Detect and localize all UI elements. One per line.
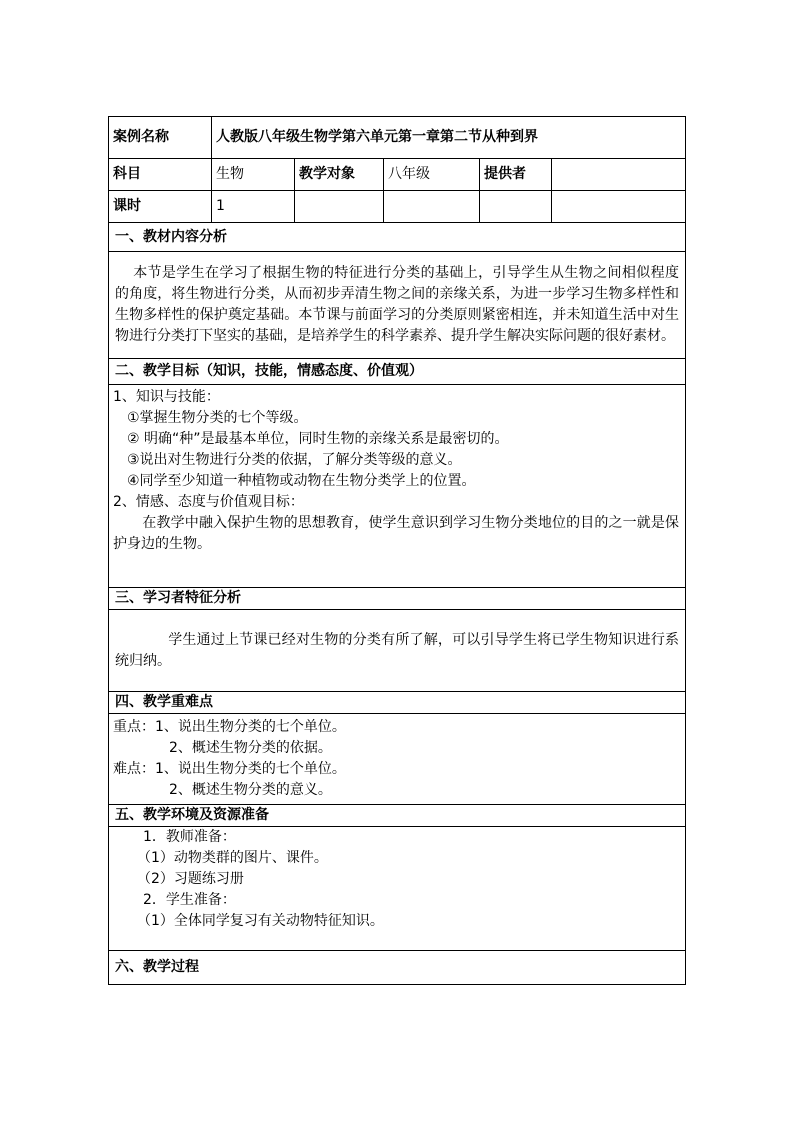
audience-value: 八年级 xyxy=(384,159,480,191)
section1-body-row xyxy=(109,252,686,359)
provider-value xyxy=(552,159,686,191)
emotion-goal-paragraph: 在教学中融入保护生物的思想教育，使学生意识到学习生物分类地位的目的之一就是保护身边的生物。 xyxy=(113,515,680,552)
empty-cell xyxy=(384,191,480,223)
hours-value: 1 xyxy=(212,191,295,223)
section3-title: 三、学习者特征分析 xyxy=(109,588,686,610)
section5-body xyxy=(109,827,686,951)
section4-title: 四、教学重难点 xyxy=(109,692,686,714)
section4-title-row xyxy=(109,692,686,714)
subject-row xyxy=(109,159,686,191)
goal-line: ①掌握生物分类的七个等级。 xyxy=(127,410,308,426)
resource-line: 2．学生准备： xyxy=(143,892,236,908)
section4-body-row xyxy=(109,714,686,805)
subject-value: 生物 xyxy=(212,159,295,191)
difficulty-line: 2、概述生物分类的意义。 xyxy=(169,782,332,798)
section2-body-row xyxy=(109,385,686,588)
audience-label: 教学对象 xyxy=(295,159,384,191)
section5-title-row xyxy=(109,805,686,827)
empty-cell xyxy=(295,191,384,223)
section2-title: 二、教学目标（知识，技能，情感态度、价值观） xyxy=(109,359,686,385)
section1-title: 一、教材内容分析 xyxy=(109,223,686,252)
hours-label: 课时 xyxy=(109,191,212,223)
section3-paragraph: 学生通过上节课已经对生物的分类有所了解，可以引导学生将已学生物知识进行系统归纳。 xyxy=(109,610,686,692)
section4-body xyxy=(109,714,686,805)
section2-title-row xyxy=(109,359,686,385)
empty-cell xyxy=(552,191,686,223)
subject-label: 科目 xyxy=(109,159,212,191)
case-name-label: 案例名称 xyxy=(109,117,212,159)
resource-line: （1）全体同学复习有关动物特征知识。 xyxy=(137,913,384,929)
section6-title: 六、教学过程 xyxy=(109,951,686,985)
section5-body-row xyxy=(109,827,686,951)
goal-line: 1、知识与技能： xyxy=(113,389,220,405)
hours-row xyxy=(109,191,686,223)
resource-line: 1．教师准备： xyxy=(143,829,236,845)
resource-line: （1）动物类群的图片、课件。 xyxy=(137,850,328,866)
section3-title-row xyxy=(109,588,686,610)
provider-label: 提供者 xyxy=(480,159,552,191)
section6-title-row xyxy=(109,951,686,985)
empty-cell xyxy=(480,191,552,223)
key-point-line: 2、概述生物分类的依据。 xyxy=(169,740,332,756)
section1-title-row xyxy=(109,223,686,252)
goal-line: ② 明确“种”是最基本单位，同时生物的亲缘关系是最密切的。 xyxy=(127,431,509,447)
case-name-value: 人教版八年级生物学第六单元第一章第二节从种到界 xyxy=(212,117,686,159)
section5-title: 五、教学环境及资源准备 xyxy=(109,805,686,827)
section1-paragraph: 本节是学生在学习了根据生物的特征进行分类的基础上，引导学生从生物之间相似程度的角度，将生物进行分类，从而初步弄清生物之间的亲缘关系，为进一步学习生物多样性和生物多样性的保护奠定基础。本节课与前面学习的分类原则紧密相连，并未知道生活中对生物进行分类打下坚实的基础，是培养学生的科学素养、提升学生解决实际问题的很好素材。 xyxy=(109,252,686,359)
resource-line: （2）习题练习册 xyxy=(137,871,244,887)
goal-line: ③说出对生物进行分类的依据，了解分类等级的意义。 xyxy=(127,452,462,468)
case-name-row xyxy=(109,117,686,159)
difficulty-line: 难点：1、说出生物分类的七个单位。 xyxy=(113,761,346,777)
key-point-line: 重点：1、说出生物分类的七个单位。 xyxy=(113,719,346,735)
goal-line: 2、情感、态度与价值观目标： xyxy=(113,494,304,510)
lesson-plan-table xyxy=(108,116,686,985)
section3-body-row xyxy=(109,610,686,692)
goal-line: ④同学至少知道一种植物或动物在生物分类学上的位置。 xyxy=(127,473,476,489)
section2-body xyxy=(109,385,686,588)
